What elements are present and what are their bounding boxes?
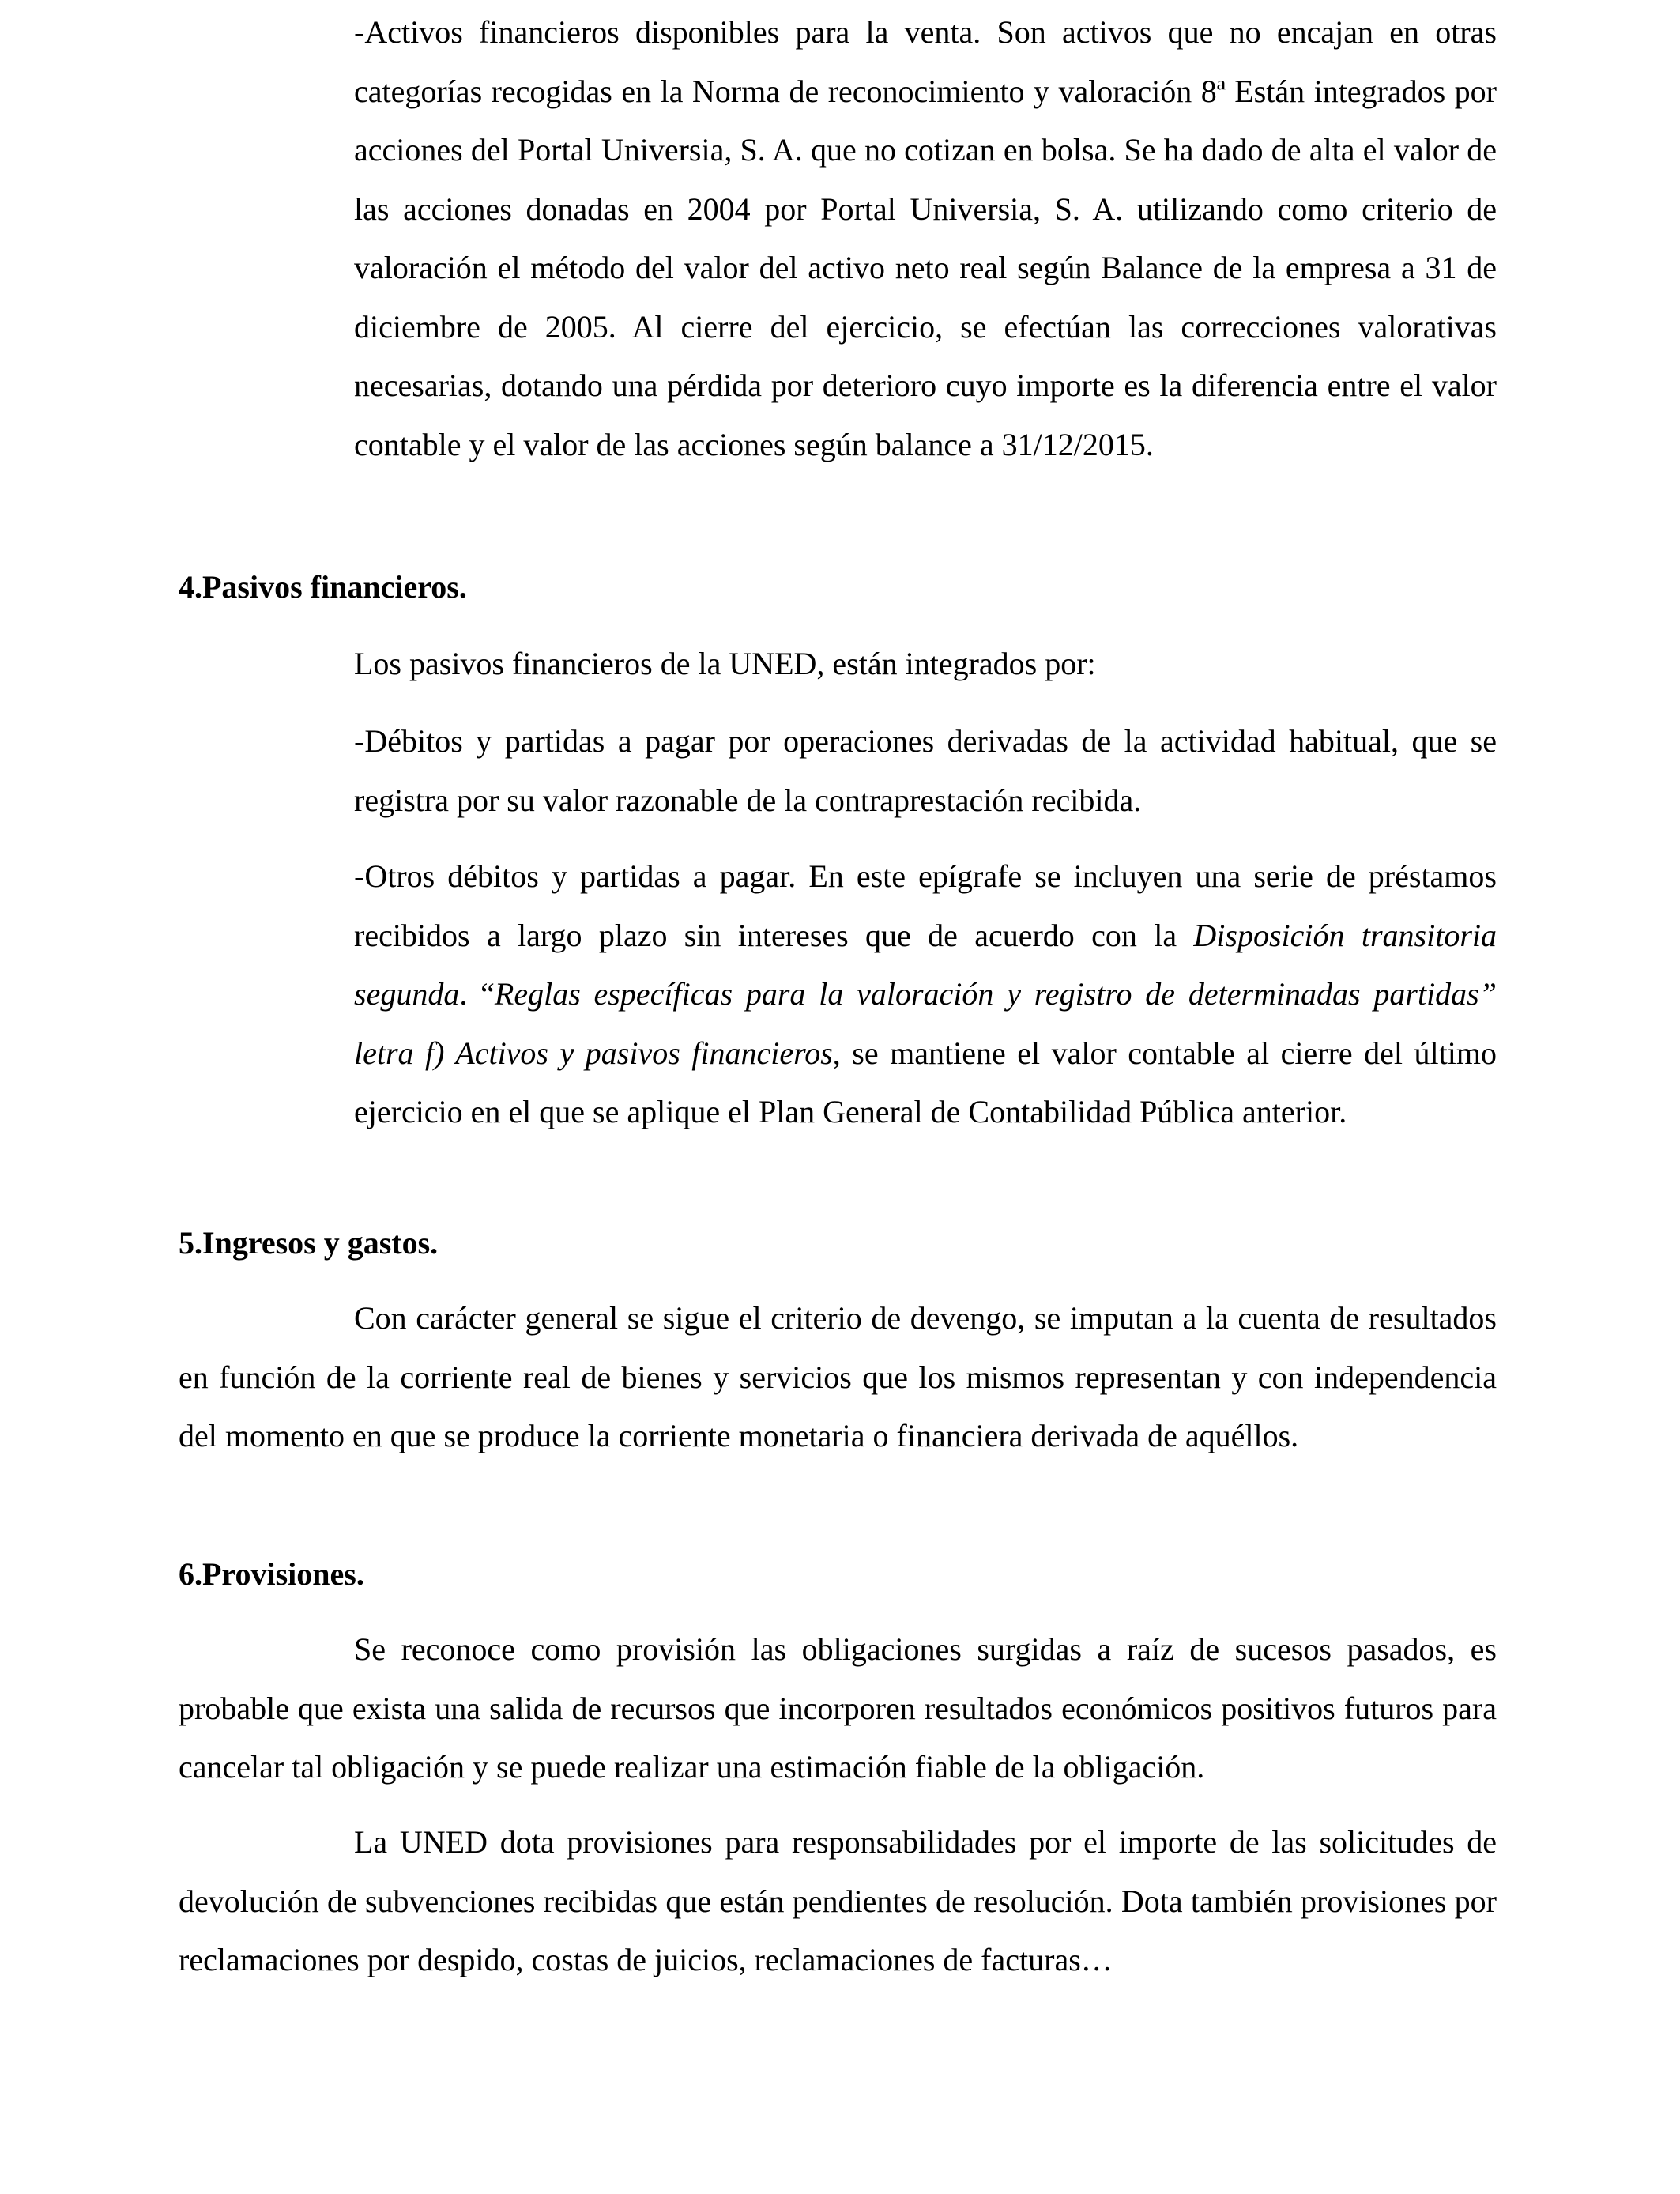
otros-text-2: . “ bbox=[459, 976, 495, 1012]
paragraph-otros-debitos bbox=[354, 847, 1497, 1142]
otros-italic-disposicion: Disposición transitoria segunda bbox=[354, 917, 1497, 1012]
heading-pasivos-financieros: 4.Pasivos financieros. bbox=[179, 569, 467, 605]
heading-ingresos-gastos: 5.Ingresos y gastos. bbox=[179, 1225, 439, 1261]
paragraph-provisiones-2: La UNED dota provisiones para responsabilidades por el importe de las solicitudes de devolución de subvenciones recibidas que están pendientes de resolución. Dota también provisiones por reclamaciones por despido, costas de juicios, reclamaciones de facturas… bbox=[179, 1824, 1497, 1977]
paragraph-activos-disponibles: -Activos financieros disponibles para la venta. Son activos que no encajan en otras categorías recogidas en la Norma de reconocimiento y valoración 8ª Están integrados por acciones del Portal Universia, S. A. que no cotizan en bolsa. Se ha dado de alta el valor de las acciones donadas en 2004 por Portal Universia, S. A. utilizando como criterio de valoración el método del valor del activo neto real según Balance de la empresa a 31 de diciembre de 2005. Al cierre del ejercicio, se efectúan las correcciones valorativas necesarias, dotando una pérdida por deterioro cuyo importe es la diferencia entre el valor contable y el valor de las acciones según balance a 31/12/2015. bbox=[354, 14, 1497, 462]
otros-text-1: -Otros débitos y partidas a pagar. En este epígrafe se incluyen una serie de préstamos recibidos a largo plazo sin intereses que de acuerdo con la bbox=[354, 858, 1497, 953]
otros-text-3: , se mantiene el valor contable al cierre del último ejercicio en el que se aplique el Plan General de Contabilidad Pública anterior. bbox=[354, 1035, 1497, 1129]
paragraph-debitos: -Débitos y partidas a pagar por operaciones derivadas de la actividad habitual, que se registra por su valor razonable de la contraprestación recibida. bbox=[354, 723, 1497, 818]
paragraph-pasivos-intro: Los pasivos financieros de la UNED, están integrados por: bbox=[354, 646, 1096, 681]
heading-provisiones: 6.Provisiones. bbox=[179, 1556, 364, 1592]
paragraph-ingresos: Con carácter general se sigue el criterio de devengo, se imputan a la cuenta de resultados en función de la corriente real de bienes y servicios que los mismos representan y con independencia del momento en que se produce la corriente monetaria o financiera derivada de aquéllos. bbox=[179, 1300, 1497, 1453]
otros-italic-reglas: Reglas específicas para la valoración y registro de determinadas partidas” letra f) Activos y pasivos financieros bbox=[354, 976, 1497, 1071]
paragraph-provisiones-1: Se reconoce como provisión las obligaciones surgidas a raíz de sucesos pasados, es probable que exista una salida de recursos que incorporen resultados económicos positivos futuros para cancelar tal obligación y se puede realizar una estimación fiable de la obligación. bbox=[179, 1631, 1497, 1785]
